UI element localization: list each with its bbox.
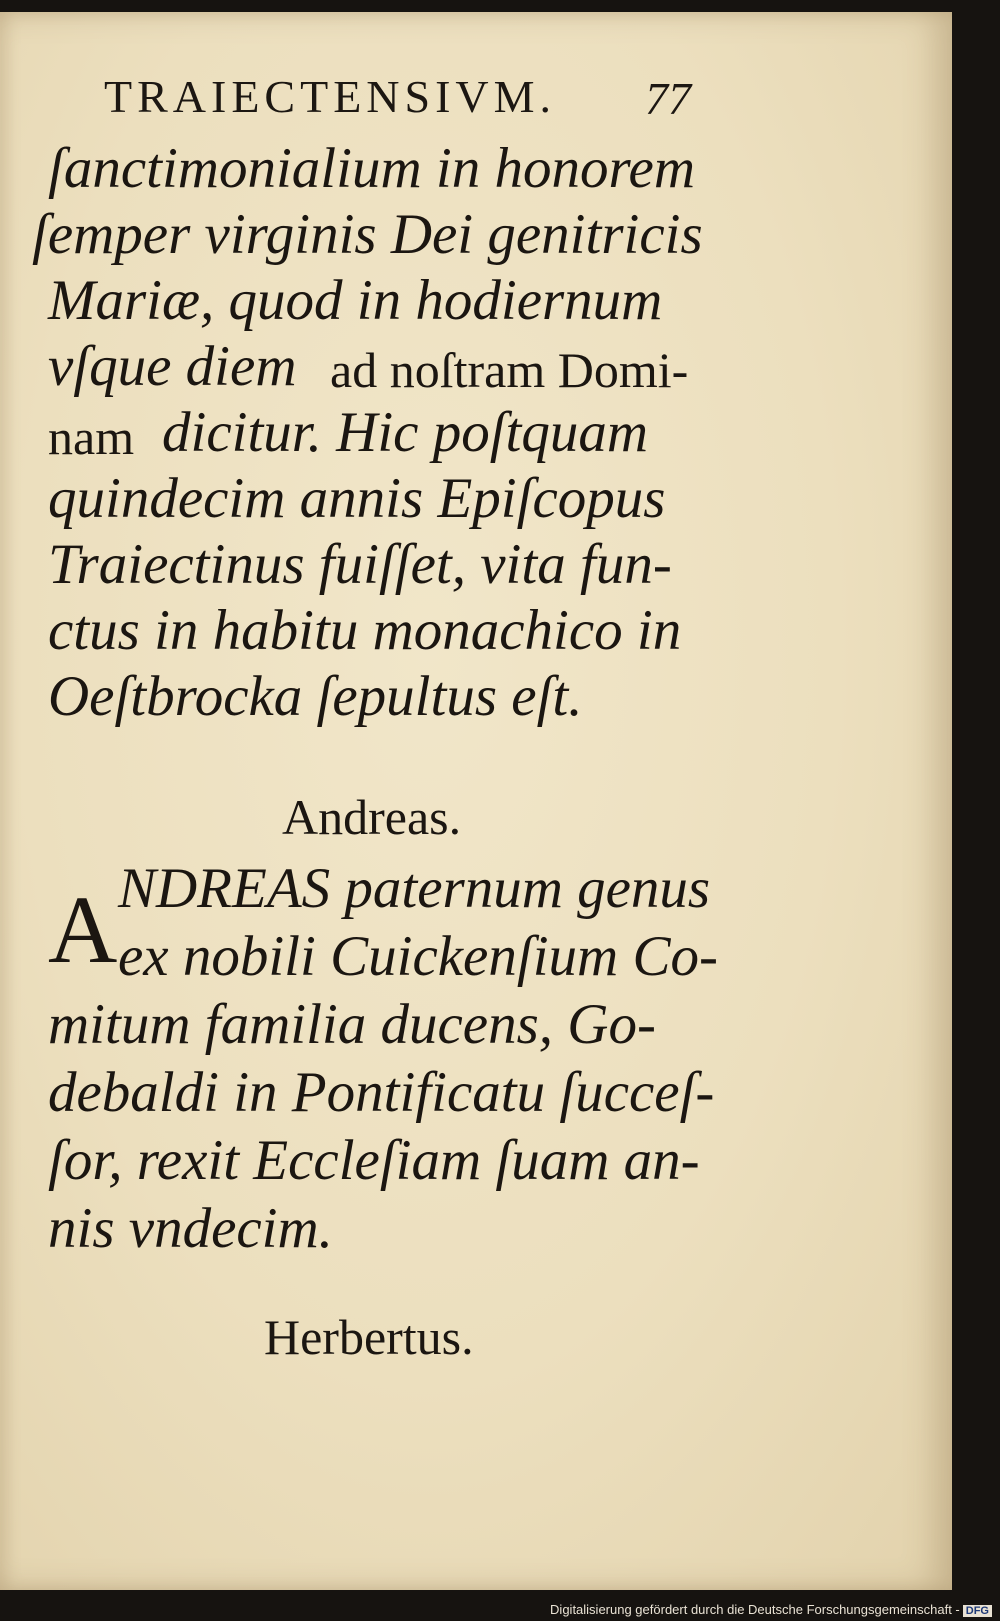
text-line-1: ſanctimonialium in honorem: [48, 137, 696, 200]
section-heading-herbertus: Herbertus.: [264, 1309, 474, 1365]
digitization-credit: [550, 1602, 992, 1617]
text-line-3: Mariæ, quod in hodiernum: [48, 269, 663, 332]
text-line-4b: ad noſtram Domi-: [330, 342, 689, 398]
drop-capital: A: [48, 876, 118, 983]
text-line-5b: dicitur. Hic poſtquam: [162, 401, 649, 464]
text-line-6: quindecim annis Epiſcopus: [48, 467, 666, 530]
dfg-logo: DFG: [963, 1605, 992, 1617]
andreas-line-3: mitum familia ducens, Go-: [48, 993, 656, 1056]
text-line-5a: nam: [48, 409, 135, 465]
text-line-8: ctus in habitu monachico in: [48, 599, 682, 662]
text-line-2: ſemper virginis Dei genitricis: [32, 203, 703, 266]
andreas-line-4: debaldi in Pontificatu ſucceſ-: [48, 1061, 715, 1124]
section-heading-andreas: Andreas.: [282, 789, 462, 845]
andreas-line-2: ex nobili Cuickenſium Co-: [118, 925, 718, 988]
andreas-line-1: NDREAS paternum genus: [118, 857, 711, 920]
text-line-7: Traiectinus fuiſſet, vita fun-: [48, 533, 672, 596]
text-line-4a: vſque diem: [48, 335, 297, 398]
running-head: TRAIECTENSIVM.: [104, 71, 557, 122]
credit-text: Digitalisierung gefördert durch die Deutsche Forschungsgemeinschaft -: [550, 1602, 960, 1617]
andreas-line-6: nis vndecim.: [48, 1197, 333, 1260]
page-number: 77: [645, 73, 691, 124]
andreas-line-5: ſor, rexit Eccleſiam ſuam an-: [48, 1129, 700, 1192]
text-line-9: Oeſtbrocka ſepultus eſt.: [48, 665, 583, 728]
